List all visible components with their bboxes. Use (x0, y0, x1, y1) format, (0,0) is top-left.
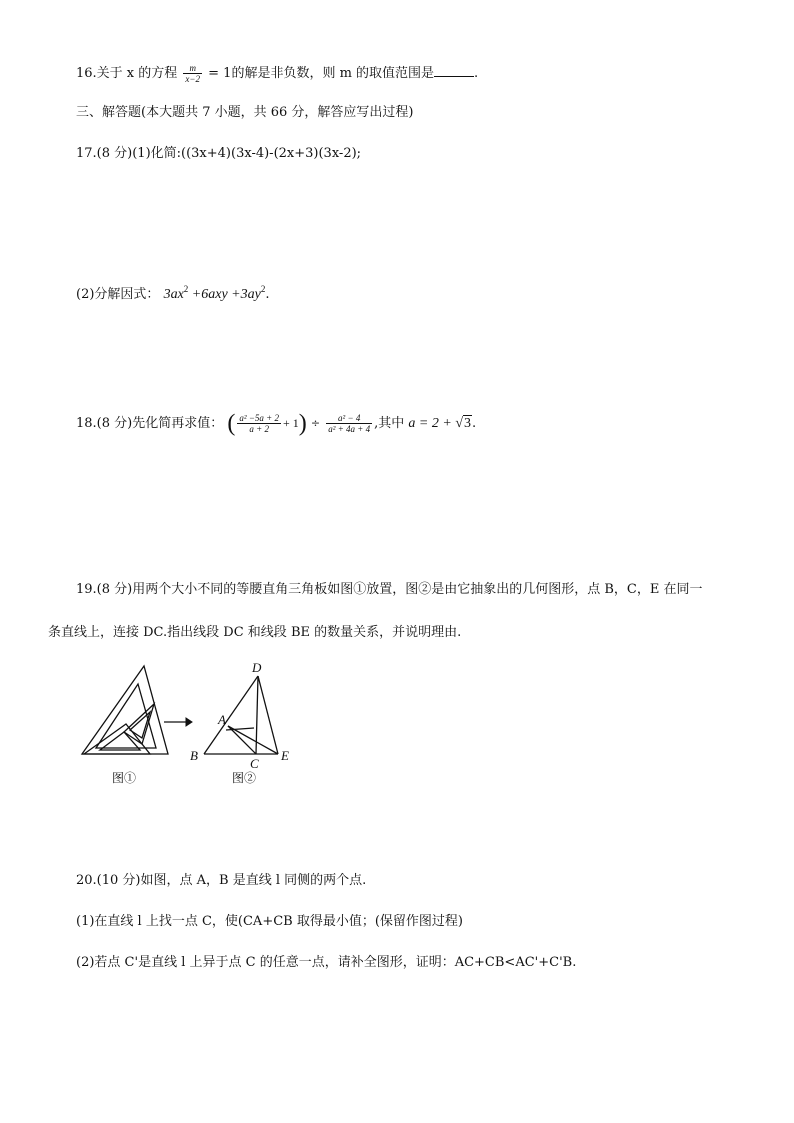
q17-part1: 17.(8 分)(1)化简:((3x+4)(3x-4)-(2x+3)(3x-2); (76, 146, 362, 161)
q19-line2: 条直线上，连接 DC.指出线段 DC 和线段 BE 的数量关系，并说明理由. (48, 625, 462, 640)
q16-answer-blank[interactable] (434, 62, 474, 77)
arrow-icon (164, 718, 192, 726)
q18-where: ,其中 (374, 416, 405, 431)
point-A-label: A (218, 712, 226, 727)
section-3-title: 三、解答题(本大题共 7 小题，共 66 分，解答应写出过程) (76, 105, 414, 120)
figure-2-caption: 图② (232, 771, 257, 785)
q20-line1: 20.(10 分)如图，点 A，B 是直线 l 同侧的两个点. (76, 873, 367, 888)
q19-figure (76, 660, 306, 788)
q20-line3: (2)若点 C'是直线 l 上异于点 C 的任意一点，请补全图形，证明：AC+CB<AC'+C'B. (76, 955, 577, 970)
question-18: 18.(8 分)先化简再求值： ( $\frac{\text{a² −5a + 2}}{a + 2}$ + 1) ÷ $\frac{\text{a² − 4}}{\text{a² + 4a + 4}}$ ,其中 a = 2 + √3. (76, 410, 477, 437)
figure-1-triangle-rulers (82, 666, 168, 754)
q16-end: . (474, 66, 479, 81)
q16-prefix: 16.关于 x 的方程 (76, 66, 178, 81)
q16-frac-num: m (183, 63, 202, 74)
figure-2-geometry (204, 676, 278, 754)
q18-value: a = 2 + √3 (408, 416, 471, 431)
point-B-label: B (190, 748, 198, 763)
question-16 (76, 62, 478, 84)
figure-1-caption: 图① (112, 771, 137, 785)
point-C-label: C (250, 756, 259, 771)
q18-label: 18.(8 分)先化简再求值： (76, 416, 224, 431)
q17-part2-expr: $3ax^2 +6axy +3ay^2$ (163, 284, 266, 302)
q17-part2 (76, 279, 269, 305)
point-E-label: E (281, 748, 289, 763)
q18-frac-2: $\frac{\text{a² − 4}}{\text{a² + 4a + 4}}$ (328, 413, 371, 434)
q16-suffix: 的解是非负数，则 m 的取值范围是 (231, 66, 435, 81)
q18-frac-1: $\frac{\text{a² −5a + 2}}{a + 2}$ (239, 413, 279, 434)
point-D-label: D (252, 660, 262, 675)
q17-part2-end: . (265, 287, 270, 302)
q17-part2-label: (2)分解因式： (76, 287, 160, 302)
q16-frac-den: x−2 (185, 74, 200, 84)
q20-line2: (1)在直线 l 上找一点 C，使(CA+CB 取得最小值；(保留作图过程) (76, 914, 463, 929)
q16-fraction (183, 63, 202, 84)
q16-eq: = 1 (208, 66, 232, 81)
q19-line1: 19.(8 分)用两个大小不同的等腰直角三角板如图①放置，图②是由它抽象出的几何图形，点 B，C，E 在同一 (76, 582, 703, 597)
